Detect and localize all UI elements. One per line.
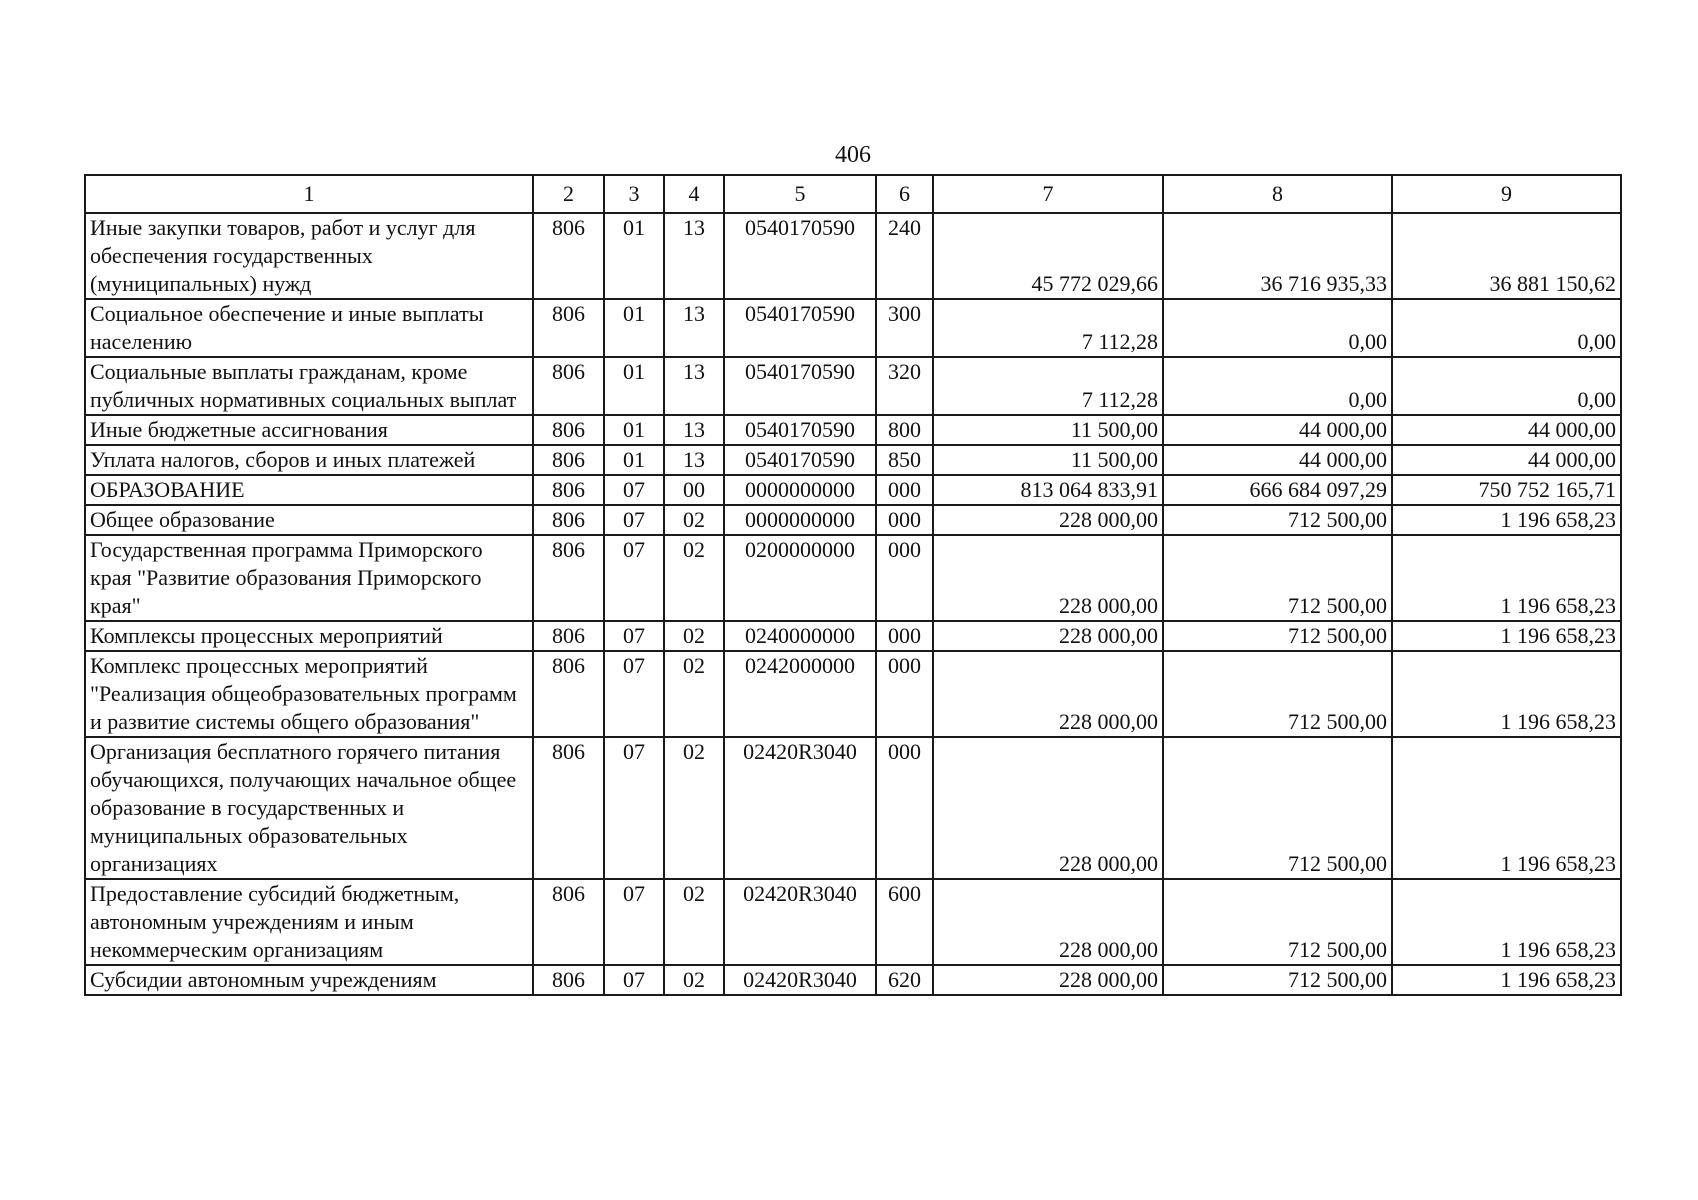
budget-item-name: Общее образование [85, 505, 533, 535]
amount-col-7: 228 000,00 [933, 651, 1163, 737]
table-row [85, 535, 1621, 621]
expense-type-code: 800 [876, 415, 933, 445]
header-col-5: 5 [724, 175, 876, 213]
admin-code: 806 [533, 505, 604, 535]
admin-code: 806 [533, 475, 604, 505]
expense-type-code: 000 [876, 475, 933, 505]
admin-code: 806 [533, 737, 604, 879]
amount-col-9: 1 196 658,23 [1392, 651, 1621, 737]
table-row [85, 415, 1621, 445]
budget-item-name: Предоставление субсидий бюджетным, автономным учреждениям и иным некоммерческим организациям [85, 879, 533, 965]
budget-item-name: Субсидии автономным учреждениям [85, 965, 533, 995]
section-code: 01 [604, 299, 664, 357]
amount-col-8: 712 500,00 [1163, 535, 1392, 621]
header-col-8: 8 [1163, 175, 1392, 213]
amount-col-9: 1 196 658,23 [1392, 535, 1621, 621]
subsection-code: 13 [664, 415, 724, 445]
amount-col-7: 7 112,28 [933, 357, 1163, 415]
amount-col-8: 44 000,00 [1163, 415, 1392, 445]
amount-col-9: 1 196 658,23 [1392, 621, 1621, 651]
section-code: 07 [604, 737, 664, 879]
target-article-code: 0000000000 [724, 505, 876, 535]
subsection-code: 02 [664, 737, 724, 879]
subsection-code: 13 [664, 357, 724, 415]
subsection-code: 02 [664, 965, 724, 995]
admin-code: 806 [533, 879, 604, 965]
section-code: 07 [604, 475, 664, 505]
header-col-3: 3 [604, 175, 664, 213]
amount-col-9: 1 196 658,23 [1392, 879, 1621, 965]
amount-col-8: 712 500,00 [1163, 651, 1392, 737]
amount-col-7: 7 112,28 [933, 299, 1163, 357]
target-article-code: 02420R3040 [724, 965, 876, 995]
budget-item-name: ОБРАЗОВАНИЕ [85, 475, 533, 505]
header-col-7: 7 [933, 175, 1163, 213]
header-col-4: 4 [664, 175, 724, 213]
section-code: 01 [604, 415, 664, 445]
amount-col-9: 44 000,00 [1392, 445, 1621, 475]
amount-col-9: 44 000,00 [1392, 415, 1621, 445]
section-code: 07 [604, 879, 664, 965]
amount-col-8: 0,00 [1163, 357, 1392, 415]
target-article-code: 0540170590 [724, 357, 876, 415]
amount-col-9: 0,00 [1392, 357, 1621, 415]
amount-col-9: 1 196 658,23 [1392, 737, 1621, 879]
budget-table [84, 174, 1622, 996]
amount-col-7: 228 000,00 [933, 879, 1163, 965]
budget-item-name: Комплексы процессных мероприятий [85, 621, 533, 651]
amount-col-8: 36 716 935,33 [1163, 213, 1392, 299]
section-code: 07 [604, 621, 664, 651]
target-article-code: 0200000000 [724, 535, 876, 621]
table-row [85, 505, 1621, 535]
target-article-code: 0540170590 [724, 213, 876, 299]
header-col-6: 6 [876, 175, 933, 213]
expense-type-code: 000 [876, 505, 933, 535]
header-col-2: 2 [533, 175, 604, 213]
page-number: 406 [835, 142, 871, 168]
amount-col-7: 11 500,00 [933, 415, 1163, 445]
subsection-code: 00 [664, 475, 724, 505]
table-row [85, 299, 1621, 357]
subsection-code: 02 [664, 621, 724, 651]
budget-item-name: Иные закупки товаров, работ и услуг для обеспечения государственных (муниципальных) нужд [85, 213, 533, 299]
subsection-code: 13 [664, 299, 724, 357]
amount-col-8: 44 000,00 [1163, 445, 1392, 475]
amount-col-8: 712 500,00 [1163, 621, 1392, 651]
target-article-code: 0540170590 [724, 445, 876, 475]
section-code: 07 [604, 505, 664, 535]
budget-item-name: Организация бесплатного горячего питания обучающихся, получающих начальное общее образование в государственных и муниципальных образовательных организациях [85, 737, 533, 879]
table-header-row [85, 175, 1621, 213]
amount-col-7: 813 064 833,91 [933, 475, 1163, 505]
table-row [85, 213, 1621, 299]
table-row [85, 621, 1621, 651]
target-article-code: 0240000000 [724, 621, 876, 651]
section-code: 01 [604, 445, 664, 475]
admin-code: 806 [533, 357, 604, 415]
amount-col-7: 11 500,00 [933, 445, 1163, 475]
amount-col-7: 228 000,00 [933, 621, 1163, 651]
target-article-code: 0540170590 [724, 415, 876, 445]
amount-col-7: 228 000,00 [933, 737, 1163, 879]
subsection-code: 02 [664, 505, 724, 535]
amount-col-9: 1 196 658,23 [1392, 505, 1621, 535]
target-article-code: 02420R3040 [724, 737, 876, 879]
amount-col-9: 0,00 [1392, 299, 1621, 357]
target-article-code: 0242000000 [724, 651, 876, 737]
amount-col-7: 228 000,00 [933, 535, 1163, 621]
admin-code: 806 [533, 965, 604, 995]
header-col-9: 9 [1392, 175, 1621, 213]
budget-item-name: Социальные выплаты гражданам, кроме публичных нормативных социальных выплат [85, 357, 533, 415]
table-row [85, 357, 1621, 415]
section-code: 07 [604, 651, 664, 737]
table-row [85, 737, 1621, 879]
section-code: 01 [604, 213, 664, 299]
subsection-code: 02 [664, 651, 724, 737]
admin-code: 806 [533, 651, 604, 737]
admin-code: 806 [533, 621, 604, 651]
table-row [85, 651, 1621, 737]
budget-item-name: Социальное обеспечение и иные выплаты населению [85, 299, 533, 357]
table-row [85, 965, 1621, 995]
header-col-1: 1 [85, 175, 533, 213]
amount-col-9: 36 881 150,62 [1392, 213, 1621, 299]
amount-col-7: 45 772 029,66 [933, 213, 1163, 299]
amount-col-9: 750 752 165,71 [1392, 475, 1621, 505]
table-row [85, 879, 1621, 965]
target-article-code: 0540170590 [724, 299, 876, 357]
expense-type-code: 000 [876, 737, 933, 879]
subsection-code: 13 [664, 213, 724, 299]
expense-type-code: 000 [876, 651, 933, 737]
admin-code: 806 [533, 299, 604, 357]
amount-col-8: 666 684 097,29 [1163, 475, 1392, 505]
section-code: 07 [604, 965, 664, 995]
expense-type-code: 620 [876, 965, 933, 995]
table-row [85, 475, 1621, 505]
section-code: 07 [604, 535, 664, 621]
budget-item-name: Комплекс процессных мероприятий "Реализация общеобразовательных программ и развитие системы общего образования" [85, 651, 533, 737]
amount-col-8: 0,00 [1163, 299, 1392, 357]
admin-code: 806 [533, 213, 604, 299]
amount-col-7: 228 000,00 [933, 965, 1163, 995]
table-row [85, 445, 1621, 475]
expense-type-code: 320 [876, 357, 933, 415]
expense-type-code: 000 [876, 535, 933, 621]
subsection-code: 13 [664, 445, 724, 475]
amount-col-8: 712 500,00 [1163, 737, 1392, 879]
budget-item-name: Уплата налогов, сборов и иных платежей [85, 445, 533, 475]
amount-col-7: 228 000,00 [933, 505, 1163, 535]
subsection-code: 02 [664, 879, 724, 965]
target-article-code: 0000000000 [724, 475, 876, 505]
expense-type-code: 850 [876, 445, 933, 475]
admin-code: 806 [533, 445, 604, 475]
amount-col-8: 712 500,00 [1163, 879, 1392, 965]
amount-col-9: 1 196 658,23 [1392, 965, 1621, 995]
section-code: 01 [604, 357, 664, 415]
expense-type-code: 000 [876, 621, 933, 651]
amount-col-8: 712 500,00 [1163, 505, 1392, 535]
budget-item-name: Иные бюджетные ассигнования [85, 415, 533, 445]
admin-code: 806 [533, 535, 604, 621]
amount-col-8: 712 500,00 [1163, 965, 1392, 995]
expense-type-code: 240 [876, 213, 933, 299]
budget-item-name: Государственная программа Приморского края "Развитие образования Приморского края" [85, 535, 533, 621]
admin-code: 806 [533, 415, 604, 445]
expense-type-code: 300 [876, 299, 933, 357]
subsection-code: 02 [664, 535, 724, 621]
target-article-code: 02420R3040 [724, 879, 876, 965]
expense-type-code: 600 [876, 879, 933, 965]
